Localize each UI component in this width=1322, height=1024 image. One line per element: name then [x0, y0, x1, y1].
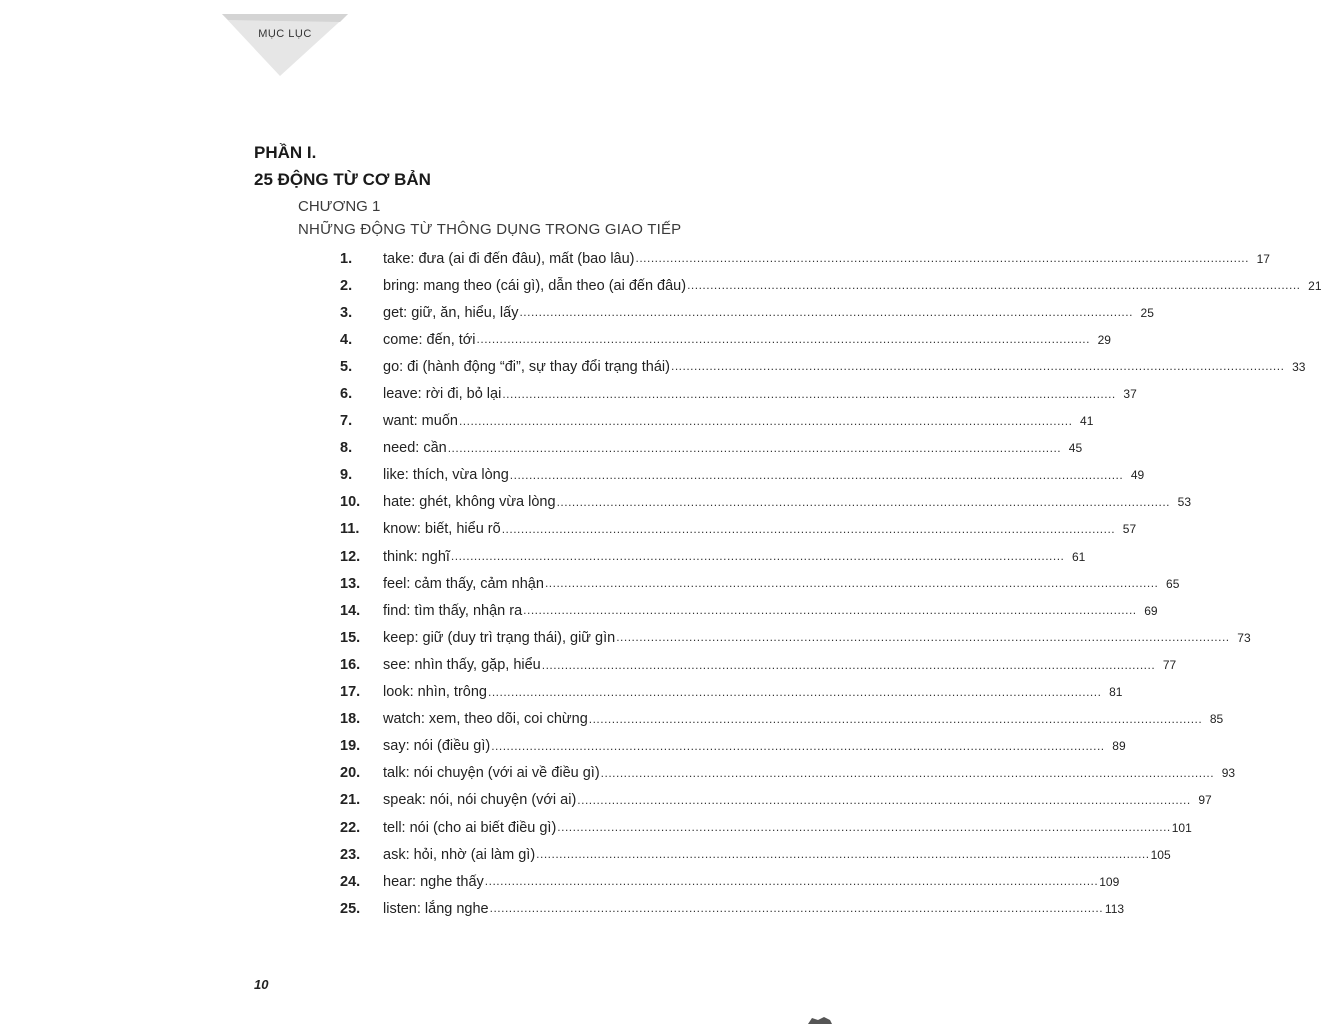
toc-entry-title: think: nghĩ — [383, 548, 450, 565]
toc-entry — [340, 326, 1111, 353]
toc-entry-number: 21. — [340, 792, 361, 809]
toc-entry-number: 25. — [340, 900, 361, 917]
toc-entry-title: listen: lắng nghe — [383, 900, 489, 917]
toc-entry-number: 14. — [340, 602, 361, 619]
dot-leader: ................................................................................................................................................................ — [687, 278, 1301, 293]
toc-entry-page: 101 — [1171, 820, 1192, 835]
toc-entry-number: 11. — [340, 521, 360, 538]
toc-entry — [340, 895, 1125, 922]
toc-entry-title: know: biết, hiểu rõ — [383, 521, 501, 538]
toc-entry — [340, 272, 1322, 299]
toc-entry — [340, 760, 1236, 787]
dot-leader: ................................................................................................................................................................ — [600, 765, 1215, 780]
toc-entry-title: need: cần — [383, 440, 447, 457]
toc-entry-number: 8. — [340, 440, 353, 457]
toc-entry-number: 19. — [340, 738, 361, 755]
toc-entry-number: 4. — [340, 331, 353, 348]
toc-entry-title: find: tìm thấy, nhận ra — [383, 602, 523, 619]
dot-leader: ................................................................................................................................................................ — [491, 738, 1105, 753]
dot-leader: ................................................................................................................................................................ — [523, 603, 1137, 618]
toc-entry-title: take: đưa (ai đi đến đâu), mất (bao lâu) — [383, 250, 635, 267]
toc-entry — [340, 597, 1158, 624]
table-of-contents-tab — [222, 14, 348, 76]
toc-entry-page: 81 — [1109, 685, 1123, 700]
dot-leader: ................................................................................................................................................................ — [458, 413, 1073, 428]
corner-decoration — [806, 1016, 834, 1024]
toc-entry-number: 17. — [340, 684, 361, 701]
toc-entry — [340, 679, 1123, 706]
toc-entry-number: 7. — [340, 413, 353, 430]
toc-entry-number: 22. — [340, 819, 361, 836]
toc-entry-title: hate: ghét, không vừa lòng — [383, 494, 556, 511]
toc-entry-page: 33 — [1292, 359, 1306, 374]
toc-entry-page: 61 — [1072, 549, 1086, 564]
dot-leader: ................................................................................................................................................................ — [588, 711, 1203, 726]
chapter-number: CHƯƠNG 1 — [298, 198, 381, 215]
toc-entry-page: 77 — [1162, 657, 1177, 672]
toc-entry-title: bring: mang theo (cái gì), dẫn theo (ai đến đâu) — [383, 277, 687, 294]
toc-entry — [340, 706, 1224, 733]
toc-entry — [340, 570, 1180, 597]
toc-entry-number: 20. — [340, 765, 361, 782]
dot-leader: ................................................................................................................................................................ — [509, 467, 1124, 482]
toc-entry-title: say: nói (điều gì) — [383, 738, 491, 755]
dot-leader: ................................................................................................................................................................ — [577, 792, 1191, 807]
toc-entry-page: 65 — [1166, 576, 1180, 591]
toc-entry-title: watch: xem, theo dõi, coi chừng — [383, 711, 588, 728]
toc-entry-number: 5. — [340, 358, 353, 375]
toc-entry — [340, 408, 1094, 435]
toc-entry-page: 105 — [1150, 847, 1171, 862]
toc-entry — [340, 462, 1145, 489]
toc-entry-page: 73 — [1237, 630, 1251, 645]
toc-entry-page: 109 — [1099, 874, 1120, 889]
toc-entry-number: 13. — [340, 575, 361, 592]
toc-entry — [340, 489, 1191, 516]
tab-triangle-shape — [222, 14, 348, 76]
dot-leader: ................................................................................................................................................................ — [501, 522, 1116, 537]
toc-entry-number: 12. — [340, 548, 361, 565]
toc-entry-title: ask: hỏi, nhờ (ai làm gì) — [383, 846, 536, 863]
dot-leader: ................................................................................................................................................................ — [616, 630, 1230, 645]
chapter-title: NHỮNG ĐỘNG TỪ THÔNG DỤNG TRONG GIAO TIẾP — [298, 221, 682, 238]
toc-entry-title: see: nhìn thấy, gặp, hiểu — [383, 656, 541, 673]
toc-entry-number: 3. — [340, 304, 353, 321]
dot-leader: ................................................................................................................................................................ — [557, 820, 1171, 835]
toc-entry-page: 89 — [1112, 739, 1126, 754]
toc-entry — [340, 651, 1177, 678]
toc-entry — [340, 841, 1171, 868]
toc-entry — [340, 624, 1251, 651]
toc-entry-title: tell: nói (cho ai biết điều gì) — [383, 819, 557, 836]
toc-entry-title: talk: nói chuyện (với ai về điều gì) — [383, 765, 600, 782]
toc-entry-page: 49 — [1130, 468, 1145, 483]
toc-entry-number: 1. — [340, 250, 353, 267]
toc-entry-page: 57 — [1122, 522, 1137, 537]
toc-entry-number: 18. — [340, 711, 361, 728]
toc-entry-title: come: đến, tới — [383, 331, 476, 348]
dot-leader: ................................................................................................................................................................ — [536, 847, 1150, 862]
toc-entry-title: like: thích, vừa lòng — [383, 467, 509, 484]
toc-entry-title: look: nhìn, trông — [383, 684, 487, 701]
toc-entry-number: 6. — [340, 386, 353, 403]
toc-entry-title: want: muốn — [383, 413, 458, 430]
dot-leader: ................................................................................................................................................................ — [635, 251, 1249, 266]
toc-entry-page: 69 — [1144, 603, 1158, 618]
toc-entry-page: 53 — [1177, 495, 1191, 510]
dot-leader: ................................................................................................................................................................ — [447, 440, 1062, 455]
toc-entry-title: speak: nói, nói chuyện (với ai) — [383, 792, 577, 809]
dot-leader: ................................................................................................................................................................ — [670, 359, 1285, 374]
toc-entry — [340, 733, 1126, 760]
toc-entry-page: 97 — [1198, 793, 1212, 808]
toc-entry-page: 93 — [1221, 766, 1236, 781]
dot-leader: ................................................................................................................................................................ — [541, 657, 1156, 672]
toc-entry-title: go: đi (hành động “đi”, sự thay đổi trạng thái) — [383, 358, 670, 375]
toc-entry-page: 45 — [1068, 441, 1083, 456]
toc-entry-number: 23. — [340, 846, 361, 863]
dot-leader: ................................................................................................................................................................ — [489, 901, 1104, 916]
toc-entry-number: 2. — [340, 277, 353, 294]
toc-entry — [340, 787, 1212, 814]
toc-entry-title: get: giữ, ăn, hiểu, lấy — [383, 304, 519, 321]
toc-entry — [340, 299, 1154, 326]
toc-entry-title: keep: giữ (duy trì trạng thái), giữ gìn — [383, 629, 616, 646]
toc-entry-title: feel: cảm thấy, cảm nhận — [383, 575, 544, 592]
toc-entry-title: hear: nghe thấy — [383, 873, 484, 890]
tab-label: MỤC LỤC — [258, 28, 312, 40]
toc-entry — [340, 516, 1137, 543]
toc-entry-number: 9. — [340, 467, 353, 484]
page-number: 10 — [254, 977, 269, 992]
toc-entry-page: 37 — [1123, 387, 1137, 402]
toc-entry — [340, 353, 1306, 380]
toc-entry-page: 17 — [1256, 251, 1270, 266]
toc-list — [340, 245, 1322, 922]
toc-entry — [340, 543, 1086, 570]
toc-entry — [340, 245, 1270, 272]
dot-leader: ................................................................................................................................................................ — [556, 494, 1170, 509]
dot-leader: ................................................................................................................................................................ — [450, 549, 1065, 564]
toc-entry-number: 10. — [340, 494, 361, 511]
dot-leader: ................................................................................................................................................................ — [484, 874, 1099, 889]
toc-entry-page: 85 — [1209, 712, 1224, 727]
toc-entry — [340, 814, 1192, 841]
dot-leader: ................................................................................................................................................................ — [488, 684, 1102, 699]
toc-entry-page: 29 — [1097, 332, 1111, 347]
toc-entry — [340, 435, 1083, 462]
toc-entry-number: 16. — [340, 656, 361, 673]
toc-entry-title: leave: rời đi, bỏ lại — [383, 386, 502, 403]
toc-entry-number: 24. — [340, 873, 361, 890]
dot-leader: ................................................................................................................................................................ — [544, 576, 1159, 591]
toc-entry-number: 15. — [340, 629, 361, 646]
dot-leader: ................................................................................................................................................................ — [519, 305, 1133, 320]
dot-leader: ................................................................................................................................................................ — [476, 332, 1090, 347]
part-number: PHẦN I. — [254, 143, 317, 162]
toc-entry-page: 21 — [1308, 278, 1322, 293]
toc-entry — [340, 380, 1137, 407]
toc-entry — [340, 868, 1120, 895]
part-title: 25 ĐỘNG TỪ CƠ BẢN — [254, 170, 431, 189]
toc-entry-page: 113 — [1104, 901, 1125, 916]
toc-entry-page: 41 — [1080, 414, 1094, 429]
toc-entry-page: 25 — [1140, 305, 1154, 320]
dot-leader: ................................................................................................................................................................ — [502, 386, 1116, 401]
